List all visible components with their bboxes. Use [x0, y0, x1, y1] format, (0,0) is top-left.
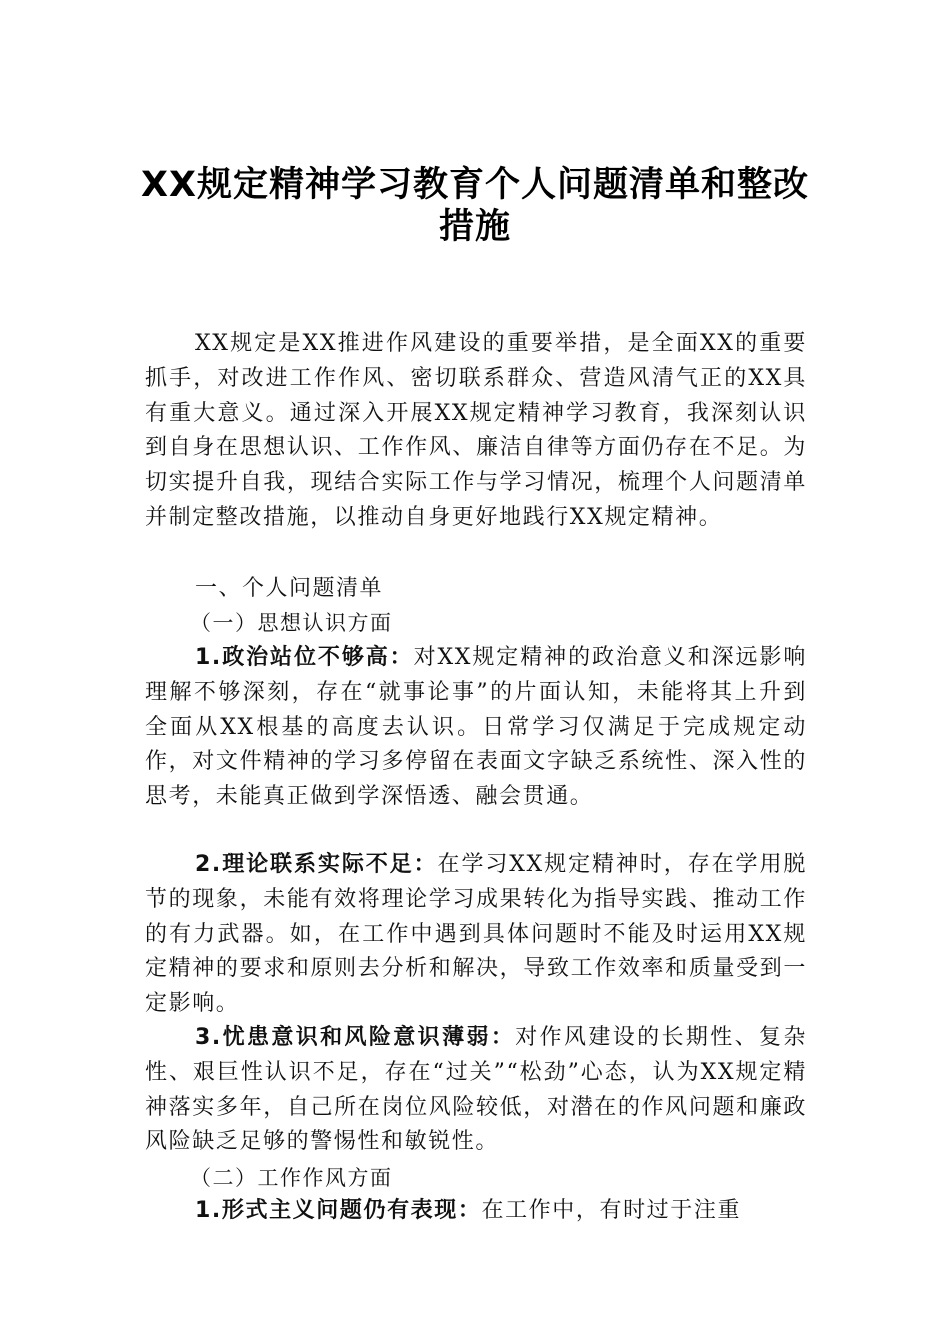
problem-item-1-3: [145, 1021, 807, 1160]
subsection-heading-work-style: （二）工作作风方面: [190, 1166, 393, 1190]
problem-item-1-2: [145, 848, 807, 1022]
problem-item-lead: 1.政治站位不够高：: [195, 645, 414, 670]
section-heading-problem-list: 一、个人问题清单: [195, 576, 384, 601]
document-title-line-1: XX规定精神学习教育个人问题清单和整改: [141, 165, 809, 205]
problem-item-lead: 2.理论联系实际不足：: [195, 852, 438, 877]
problem-item-text: 在学习XX规定精神时，存在学用脱节的现象，未能有效将理论学习成果转化为指导实践、推动工作的有力武器。如，在工作中遇到具体问题时不能及时运用XX规定精神的要求和原则去分析和解决，导致工作效率和质量受到一定影响。: [145, 852, 807, 1017]
problem-item-2-1: [145, 1194, 807, 1229]
problem-item-text: 对作风建设的长期性、复杂性、艰巨性认识不足，存在“过关”“松劲”心态，认为XX规定精神落实多年，自己所在岗位风险较低，对潜在的作风问题和廉政风险缺乏足够的警惕性和敏锐性。: [145, 1025, 807, 1155]
problem-item-lead: 1.形式主义问题仍有表现：: [195, 1198, 482, 1223]
subsection-heading-ideology: （一）思想认识方面: [190, 611, 393, 635]
problem-item-text: 对XX规定精神的政治意义和深远影响理解不够深刻，存在“就事论事”的片面认知，未能将其上升到全面从XX根基的高度去认识。日常学习仅满足于完成规定动作，对文件精神的学习多停留在表面文字缺乏系统性、深入性的思考，未能真正做到学深悟透、融会贯通。: [145, 645, 807, 810]
problem-item-lead: 3.忧患意识和风险意识薄弱：: [195, 1025, 516, 1050]
problem-item-text: 在工作中，有时过于注重: [481, 1198, 742, 1223]
document-title-line-2: 措施: [438, 207, 511, 247]
problem-item-1-1: [145, 641, 807, 815]
intro-paragraph: XX规定是XX推进作风建设的重要举措，是全面XX的重要抓手，对改进工作作风、密切联系群众、营造风清气正的XX具有重大意义。通过深入开展XX规定精神学习教育，我深刻认识到自身在思想认识、工作作风、廉洁自律等方面仍存在不足。为切实提升自我，现结合实际工作与学习情况，梳理个人问题清单并制定整改措施，以推动自身更好地践行XX规定精神。: [145, 331, 807, 530]
